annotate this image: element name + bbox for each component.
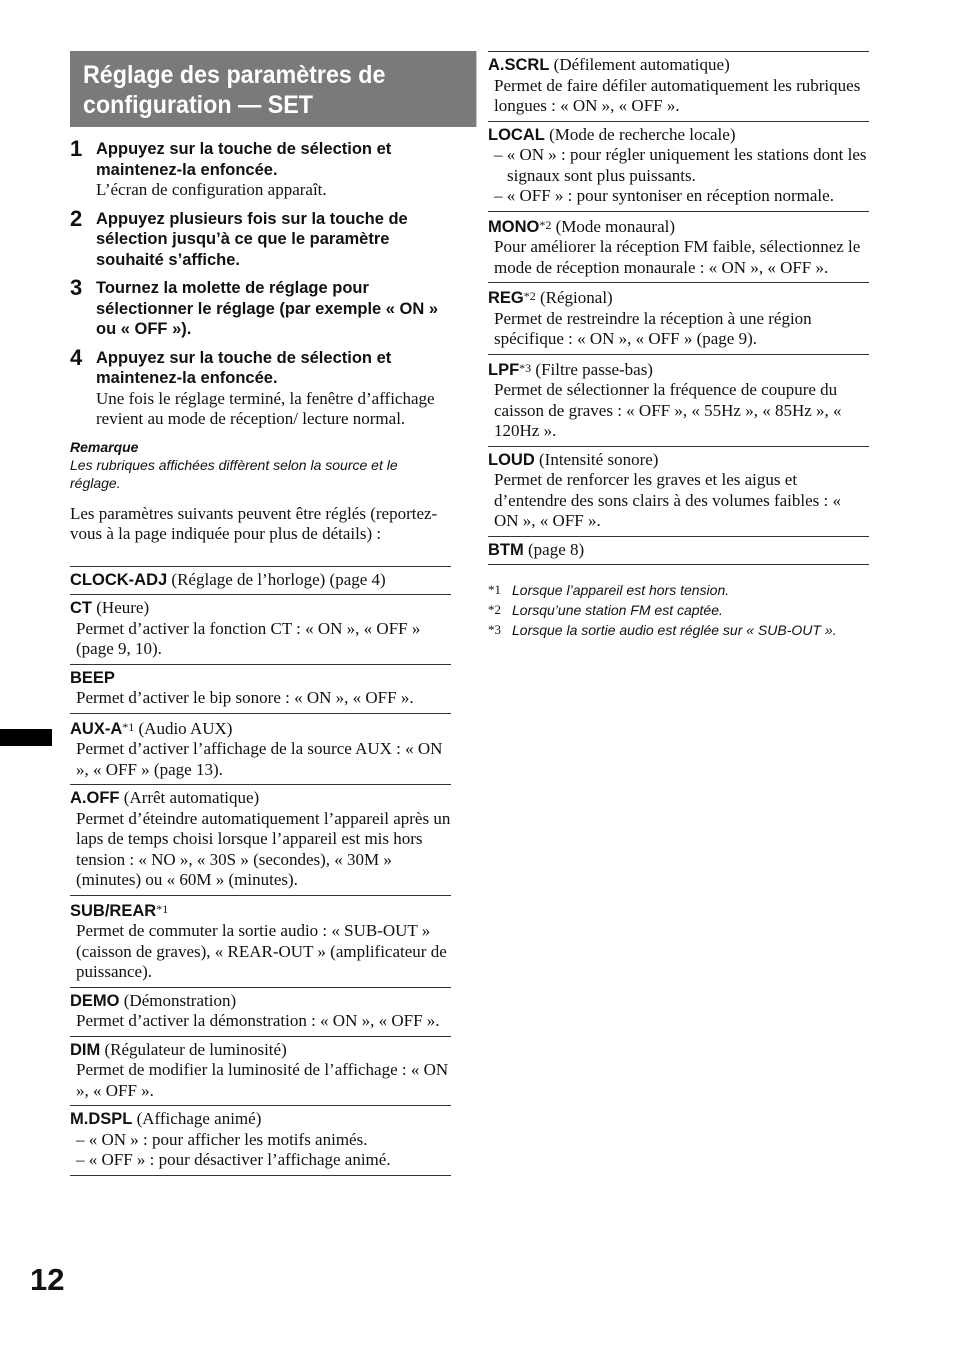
section-title-line-1: Réglage des paramètres de [83, 61, 386, 89]
footnote [488, 621, 869, 641]
parameter-item [488, 354, 869, 446]
parameter-label: (Défilement automatique) [549, 55, 730, 74]
parameter-label: (Affichage animé) [132, 1109, 262, 1128]
parameter-name: DIM [70, 1040, 101, 1059]
parameter-option: – « OFF » : pour syntoniser en réception normale. [494, 186, 834, 205]
steps-list [70, 136, 451, 430]
step-4 [70, 344, 451, 430]
step-instruction: Appuyez sur la touche de sélection et maintenez-la enfoncée. [96, 140, 392, 179]
parameter-list-right [488, 51, 869, 565]
parameter-description: Permet d’éteindre automatiquement l’appareil après un laps de temps choisi lorsque l’appareil est mis hors tension : « NO », « 30S » (secondes), « 30M » (minutes) ou « 60M » (minutes). [76, 808, 451, 889]
footnote-reference: *2 [539, 217, 552, 232]
parameter-item [70, 594, 451, 664]
parameter-label: (Audio AUX) [134, 718, 233, 738]
parameter-name: M.DSPL [70, 1110, 133, 1128]
parameter-name: CT [70, 599, 92, 617]
parameter-name: LOUD [488, 450, 535, 469]
step-instruction: Tournez la molette de réglage pour sélectionner le réglage (par exemple « ON » ou « OFF »). [96, 279, 439, 338]
parameter-heading [70, 598, 451, 619]
parameter-description: Permet d’activer le bip sonore : « ON », « OFF ». [76, 688, 414, 707]
parameter-description: Permet d’activer la démonstration : « ON », « OFF ». [76, 1011, 440, 1030]
parameter-option: – « OFF » : pour désactiver l’affichage animé. [76, 1150, 391, 1169]
parameter-heading [488, 55, 869, 76]
step-1 [70, 136, 451, 201]
parameter-list-left [70, 566, 451, 1176]
step-number: 2 [70, 205, 83, 231]
step-instruction: Appuyez sur la touche de sélection et maintenez-la enfoncée. [96, 348, 392, 387]
step-3 [70, 275, 451, 340]
footnote-text: Lorsque la sortie audio est réglée sur « SUB-OUT ». [512, 622, 837, 638]
parameter-description: Permet d’activer la fonction CT : « ON », « OFF » (page 9, 10). [76, 618, 421, 658]
parameter-options [488, 145, 869, 207]
parameter-item [488, 282, 869, 354]
footnote-text: Lorsqu’une station FM est captée. [512, 602, 723, 618]
parameter-heading [70, 788, 451, 809]
parameter-label: (Intensité sonore) [534, 449, 659, 469]
parameter-heading [488, 358, 869, 381]
parameter-heading [70, 570, 451, 591]
parameter-item [488, 121, 869, 211]
footnote-text: Lorsque l’appareil est hors tension. [512, 582, 730, 598]
footnotes [488, 581, 869, 641]
parameter-name: SUB/REAR [70, 901, 157, 920]
parameter-description: Permet de restreindre la réception à une région spécifique : « ON », « OFF » (page 9). [494, 308, 812, 348]
parameter-name: LOCAL [488, 125, 545, 144]
parameter-name: BEEP [70, 668, 115, 687]
parameter-item [70, 664, 451, 713]
footnote-reference: *3 [519, 360, 532, 375]
parameter-name: LPF [488, 360, 520, 379]
section-title-line-2: configuration — SET [83, 91, 313, 119]
parameter-label: (Filtre passe-bas) [531, 359, 653, 379]
note [70, 438, 451, 492]
parameter-label: (Mode de recherche locale) [544, 124, 736, 144]
step-2 [70, 205, 451, 271]
parameter-description: Permet de modifier la luminosité de l’affichage : « ON », « OFF ». [76, 1060, 449, 1100]
section-tab-marker [0, 729, 52, 746]
parameter-option: – « ON » : pour afficher les motifs animés. [76, 1129, 368, 1149]
step-number: 1 [70, 136, 83, 161]
footnote-reference: *1 [156, 901, 169, 916]
parameter-item [70, 987, 451, 1036]
parameter-label: (page 8) [523, 539, 585, 559]
parameter-heading [70, 899, 451, 922]
footnote-reference: *2 [523, 289, 536, 303]
note-text: Les rubriques affichées diffèrent selon la source et le réglage. [70, 456, 398, 491]
parameter-name: A.OFF [70, 789, 120, 807]
parameter-label: (Mode monaural) [551, 216, 676, 236]
parameter-name: DEMO [70, 991, 120, 1010]
parameter-label: (Régional) [535, 288, 613, 307]
parameter-name: CLOCK-ADJ [70, 570, 168, 589]
parameter-name: AUX-A [70, 719, 123, 738]
step-result: L’écran de configuration apparaît. [96, 180, 327, 199]
page-number: 12 [30, 1262, 65, 1297]
intro-paragraph: Les paramètres suivants peuvent être réglés (reportez-vous à la page indiquée pour plus de détails) : [70, 503, 438, 543]
parameter-item [70, 1105, 451, 1176]
parameter-item [70, 566, 451, 595]
parameter-item [488, 211, 869, 283]
parameter-heading [70, 991, 451, 1012]
parameter-name: A.SCRL [488, 56, 550, 74]
parameter-name: MONO [488, 217, 540, 236]
parameter-description: Permet de sélectionner la fréquence de coupure du caisson de graves : « OFF », « 55Hz », « 85Hz », « 120Hz ». [494, 380, 842, 440]
parameter-heading [70, 1109, 451, 1130]
parameter-heading [488, 286, 869, 309]
footnote-mark: *3 [488, 622, 501, 637]
parameter-label: (Arrêt automatique) [119, 788, 260, 807]
right-column [488, 51, 869, 641]
parameter-option: – « ON » : pour régler uniquement les stations dont les signaux sont plus puissants. [494, 145, 867, 185]
parameter-description: Permet de faire défiler automatiquement les rubriques longues : « ON », « OFF ». [494, 75, 861, 115]
left-column [70, 51, 451, 1176]
parameter-item [488, 536, 869, 566]
parameter-heading [488, 215, 869, 238]
parameter-label: (Démonstration) [119, 990, 237, 1010]
parameter-description: Permet d’activer l’affichage de la source AUX : « ON », « OFF » (page 13). [76, 739, 443, 779]
parameter-heading [488, 540, 869, 561]
step-number: 4 [70, 344, 83, 370]
parameter-heading [70, 668, 451, 689]
parameter-heading [488, 450, 869, 471]
footnote-reference: *1 [122, 719, 135, 734]
parameter-name: BTM [488, 540, 524, 559]
parameter-item [70, 895, 451, 987]
parameter-description: Permet de renforcer les graves et les aigus et d’entendre des sons clairs à des volumes faibles : « ON », « OFF ». [494, 470, 841, 530]
step-instruction: Appuyez plusieurs fois sur la touche de sélection jusqu’à ce que le paramètre souhaité s’affiche. [96, 209, 408, 269]
step-number: 3 [70, 275, 83, 300]
footnote-mark: *2 [488, 602, 501, 617]
footnote [488, 581, 869, 601]
parameter-label: (Heure) [92, 598, 150, 617]
parameter-description: Pour améliorer la réception FM faible, sélectionnez le mode de réception monaurale : « ON », « OFF ». [494, 237, 861, 277]
parameter-description: Permet de commuter la sortie audio : « SUB-OUT » (caisson de graves), « REAR-OUT » (amplificateur de puissance). [76, 921, 447, 981]
parameter-label: (Régulateur de luminosité) [100, 1039, 287, 1059]
step-result: Une fois le réglage terminé, la fenêtre d’affichage revient au mode de réception/ lecture normal. [96, 388, 435, 428]
parameter-name: REG [488, 289, 524, 307]
parameter-item [488, 51, 869, 121]
parameter-heading [488, 125, 869, 146]
parameter-heading [70, 1040, 451, 1061]
section-title [70, 51, 476, 127]
footnote [488, 601, 869, 621]
parameter-heading [70, 717, 451, 740]
footnote-mark: *1 [488, 582, 501, 597]
parameter-label: (Réglage de l’horloge) (page 4) [167, 569, 386, 589]
note-title: Remarque [70, 438, 139, 455]
parameter-item [70, 1036, 451, 1106]
parameter-options [70, 1130, 451, 1171]
parameter-item [488, 446, 869, 536]
parameter-item [70, 713, 451, 785]
parameter-item [70, 784, 451, 895]
